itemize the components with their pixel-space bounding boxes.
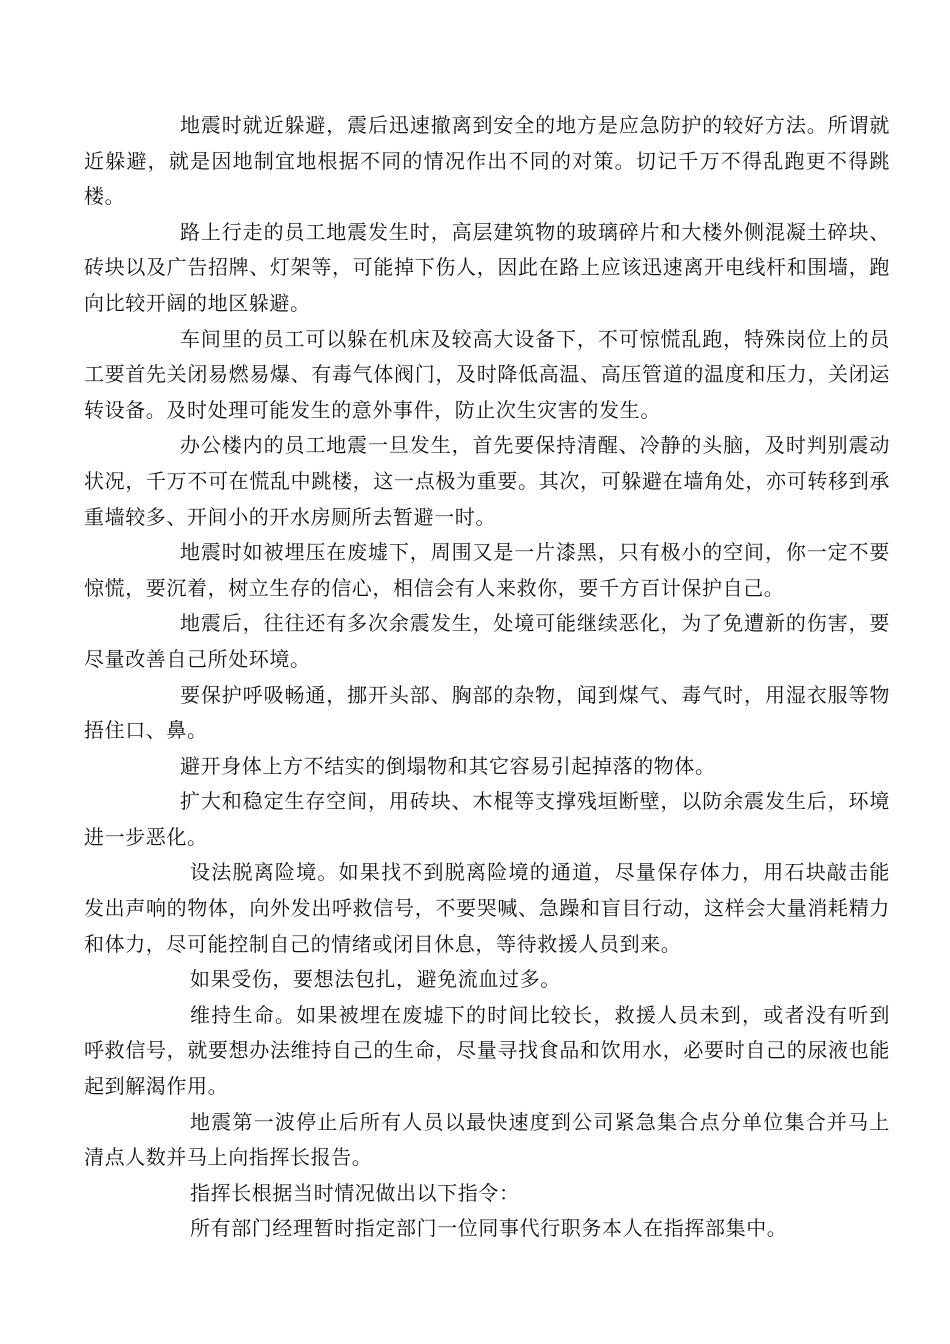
paragraph: 地震时如被埋压在废墟下，周围又是一片漆黑，只有极小的空间，你一定不要惊慌，要沉着，树立生存的信心，相信会有人来救你，要千方百计保护自己。 [84, 540, 890, 600]
paragraph: 避开身体上方不结实的倒塌物和其它容易引起掉落的物体。 [180, 753, 716, 778]
paragraph: 指挥长根据当时情况做出以下指令： [190, 1180, 520, 1205]
paragraph: 要保护呼吸畅通，挪开头部、胸部的杂物，闻到煤气、毒气时，用湿衣服等物捂住口、鼻。 [84, 682, 890, 743]
paragraph: 路上行走的员工地震发生时，高层建筑物的玻璃碎片和大楼外侧混凝土碎块、砖块以及广告招牌、灯架等，可能掉下伤人，因此在路上应该迅速离开电线杆和围墙，跑向比较开阔的地区躲避。 [84, 219, 890, 315]
paragraph: 扩大和稳定生存空间，用砖块、木棍等支撑残垣断壁，以防余震发生后，环境进一步恶化。 [84, 789, 890, 849]
paragraph: 所有部门经理暂时指定部门一位同事代行职务本人在指挥部集中。 [190, 1216, 788, 1241]
document-body [84, 108, 890, 1247]
paragraph: 维持生命。如果被埋在废墟下的时间比较长，救援人员未到，或者没有听到呼救信号，就要想办法维持自己的生命，尽量寻找食品和饮用水，必要时自己的尿液也能起到解渴作用。 [84, 1002, 890, 1099]
paragraph: 如果受伤，要想法包扎，避免流血过多。 [190, 967, 561, 992]
paragraph: 车间里的员工可以躲在机床及较高大设备下，不可惊慌乱跑，特殊岗位上的员工要首先关闭易燃易爆、有毒气体阀门，及时降低高温、高压管道的温度和压力，关闭运转设备。及时处理可能发生的意外事件，防止次生灾害的发生。 [84, 326, 890, 422]
paragraph: 设法脱离险境。如果找不到脱离险境的通道，尽量保存体力，用石块敲击能发出声响的物体，向外发出呼救信号，不要哭喊、急躁和盲目行动，这样会大量消耗精力和体力，尽可能控制自己的情绪或闭目休息，等待救援人员到来。 [84, 860, 890, 956]
paragraph: 地震时就近躲避，震后迅速撤离到安全的地方是应急防护的较好方法。所谓就近躲避，就是因地制宜地根据不同的情况作出不同的对策。切记千万不得乱跑更不得跳楼。 [84, 113, 890, 209]
paragraph: 地震后，往往还有多次余震发生，处境可能继续恶化，为了免遭新的伤害，要尽量改善自己所处环境。 [84, 611, 890, 671]
paragraph: 地震第一波停止后所有人员以最快速度到公司紧急集合点分单位集合并马上清点人数并马上向指挥长报告。 [84, 1109, 890, 1170]
paragraph: 办公楼内的员工地震一旦发生，首先要保持清醒、冷静的头脑，及时判别震动状况，千万不可在慌乱中跳楼，这一点极为重要。其次，可躲避在墙角处，亦可转移到承重墙较多、开间小的开水房厕所去暂避一时。 [84, 433, 890, 529]
